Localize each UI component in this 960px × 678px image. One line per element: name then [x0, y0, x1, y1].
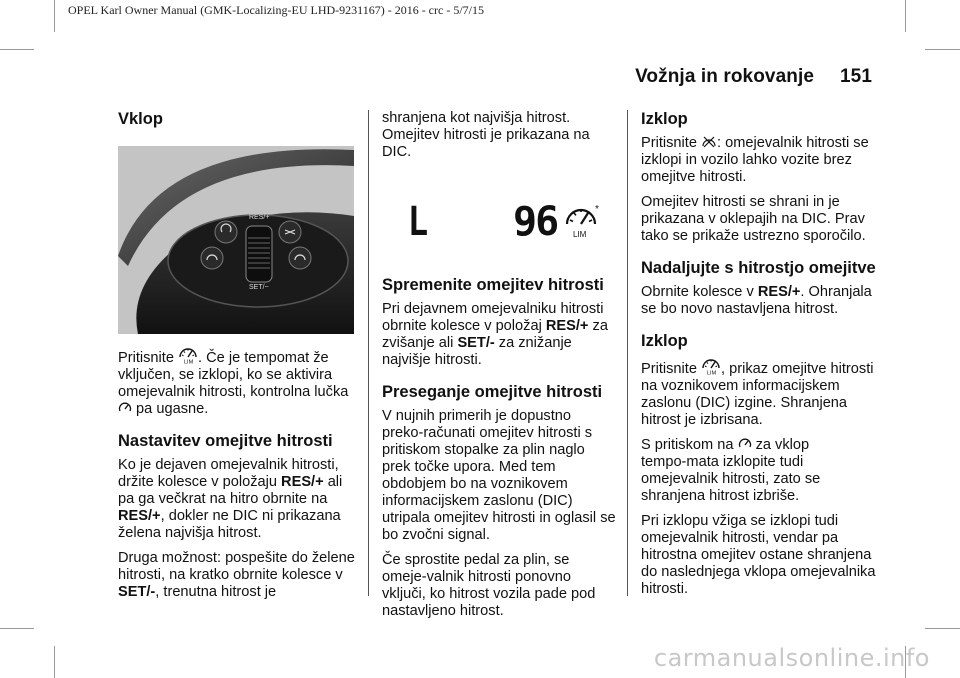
para-shrani: Omejitev hitrosti se shrani in je prikazana v oklepajih na DIC. Prav tako se prikaže ustrezno sporočilo.: [641, 194, 866, 244]
cruise-control-icon: [738, 437, 752, 451]
svg-text:LIM: LIM: [573, 230, 587, 239]
cruise-control-icon: [118, 401, 132, 415]
column-rule: [368, 110, 369, 596]
speed-limiter-icon: [564, 204, 602, 240]
set-label: SET/−: [249, 284, 269, 291]
para-spremenite: Pri dejavnem omejevalniku hitrosti obrnite kolesce v položaj RES/+ za zvišanje ali SET/- za znižanje najvišje hitrosti.: [382, 301, 608, 368]
steering-wheel-illustration: [118, 146, 354, 334]
dic-speed-value: 96: [513, 199, 558, 245]
para-vklop: Pritisnite LIM . Če je tempomat že vključen, se izklopi, ko se aktivira omejevalnik hitrosti, kontrolna lučka pa ugasne.: [118, 346, 358, 418]
para-izklop: Pritisnite : omejevalnik hitrosti se izklopi in vozilo lahko vozite brez omejitve hitrosti.: [641, 135, 869, 185]
svg-text:LIM: LIM: [184, 359, 194, 364]
column-1: [118, 110, 358, 135]
column-rule: [627, 110, 628, 596]
heading-izklop-2: Izklop: [641, 332, 688, 350]
crop-mark: [0, 628, 34, 629]
heading-vklop: Vklop: [118, 110, 163, 128]
speed-limiter-icon: [178, 346, 198, 364]
steering-wheel-drawing: [118, 146, 354, 334]
para-sprostite: Če sprostite pedal za plin, se omeje‑valnik hitrosti ponovno vključi, ko hitrost vozila pade pod nastavljeno hitrost.: [382, 552, 596, 619]
crop-mark: [925, 49, 960, 50]
res-label: RES/+: [249, 214, 270, 221]
crop-mark: [0, 49, 34, 50]
svg-text:*: *: [595, 204, 599, 215]
limiter-off-icon: [701, 135, 717, 149]
heading-nastavitev: Nastavitev omejitve hitrosti: [118, 432, 333, 450]
crop-mark: [925, 628, 960, 629]
para-vziga: Pri izklopu vžiga se izklopi tudi omejevalnik hitrosti, vendar pa hitrostna omejitev ostane shranjena do naslednjega vklopa omejevalnika hitrosti.: [641, 513, 876, 597]
svg-text:LIM: LIM: [707, 370, 717, 375]
para-preseganje: V nujnih primerih je dopustno preko‑računati omejitev hitrosti s pritiskom stopalke za plin naglo prek točke upora. Med tem obdobjem bo na voznikovem informacijskem zaslonu (DIC) utripala omejitev hitrosti in oglasil se bo zvočni signal.: [382, 408, 616, 543]
crop-mark: [54, 646, 55, 678]
column-2-body: [382, 276, 616, 628]
speed-limiter-icon: [701, 357, 721, 375]
para-izklop-2: Pritisnite LIM , prikaz omejitve hitrosti na voznikovem informacijskem zaslonu (DIC) izgine. Shranjena hitrost je izbrisana.: [641, 357, 877, 429]
column-2-top: [382, 110, 614, 169]
running-head: [635, 66, 872, 88]
para-druga-moznost: Druga možnost: pospešite do želene hitrosti, na kratko obrnite kolesce v SET/-, trenutna hitrost je: [118, 550, 355, 600]
column-3: [641, 110, 877, 606]
column-1-body: [118, 346, 358, 609]
para-pritiskom: S pritiskom na za vklop tempo‑mata izklopite tudi omejevalnik hitrosti, zato se shranjena hitrost izbriše.: [641, 437, 821, 504]
heading-izklop: Izklop: [641, 110, 688, 128]
print-header: OPEL Karl Owner Manual (GMK-Localizing-EU LHD-9231167) - 2016 - crc - 5/7/15: [68, 3, 484, 17]
page-number: 151: [839, 66, 872, 87]
heading-nadaljujte: Nadaljujte s hitrostjo omejitve: [641, 259, 876, 277]
dic-display: [398, 190, 608, 254]
para-continued: shranjena kot najvišja hitrost. Omejitev hitrosti je prikazana na DIC.: [382, 110, 590, 160]
heading-preseganje: Preseganje omejitve hitrosti: [382, 383, 603, 401]
crop-mark: [54, 0, 55, 32]
section-title: Vožnja in rokovanje: [635, 66, 814, 87]
heading-spremenite: Spremenite omejitev hitrosti: [382, 276, 604, 294]
crop-mark: [905, 0, 906, 32]
dic-left-indicator: L: [407, 199, 429, 245]
para-nadaljujte: Obrnite kolesce v RES/+. Ohranjala se bo novo nastavljena hitrost.: [641, 284, 872, 317]
watermark: carmanualsonline.info: [653, 644, 930, 672]
para-nastavitev: Ko je dejaven omejevalnik hitrosti, držite kolesce v položaju RES/+ ali pa ga večkrat na hitro obrnite na RES/+, dokler ne DIC ni prikazana želena najvišja hitrost.: [118, 457, 343, 541]
